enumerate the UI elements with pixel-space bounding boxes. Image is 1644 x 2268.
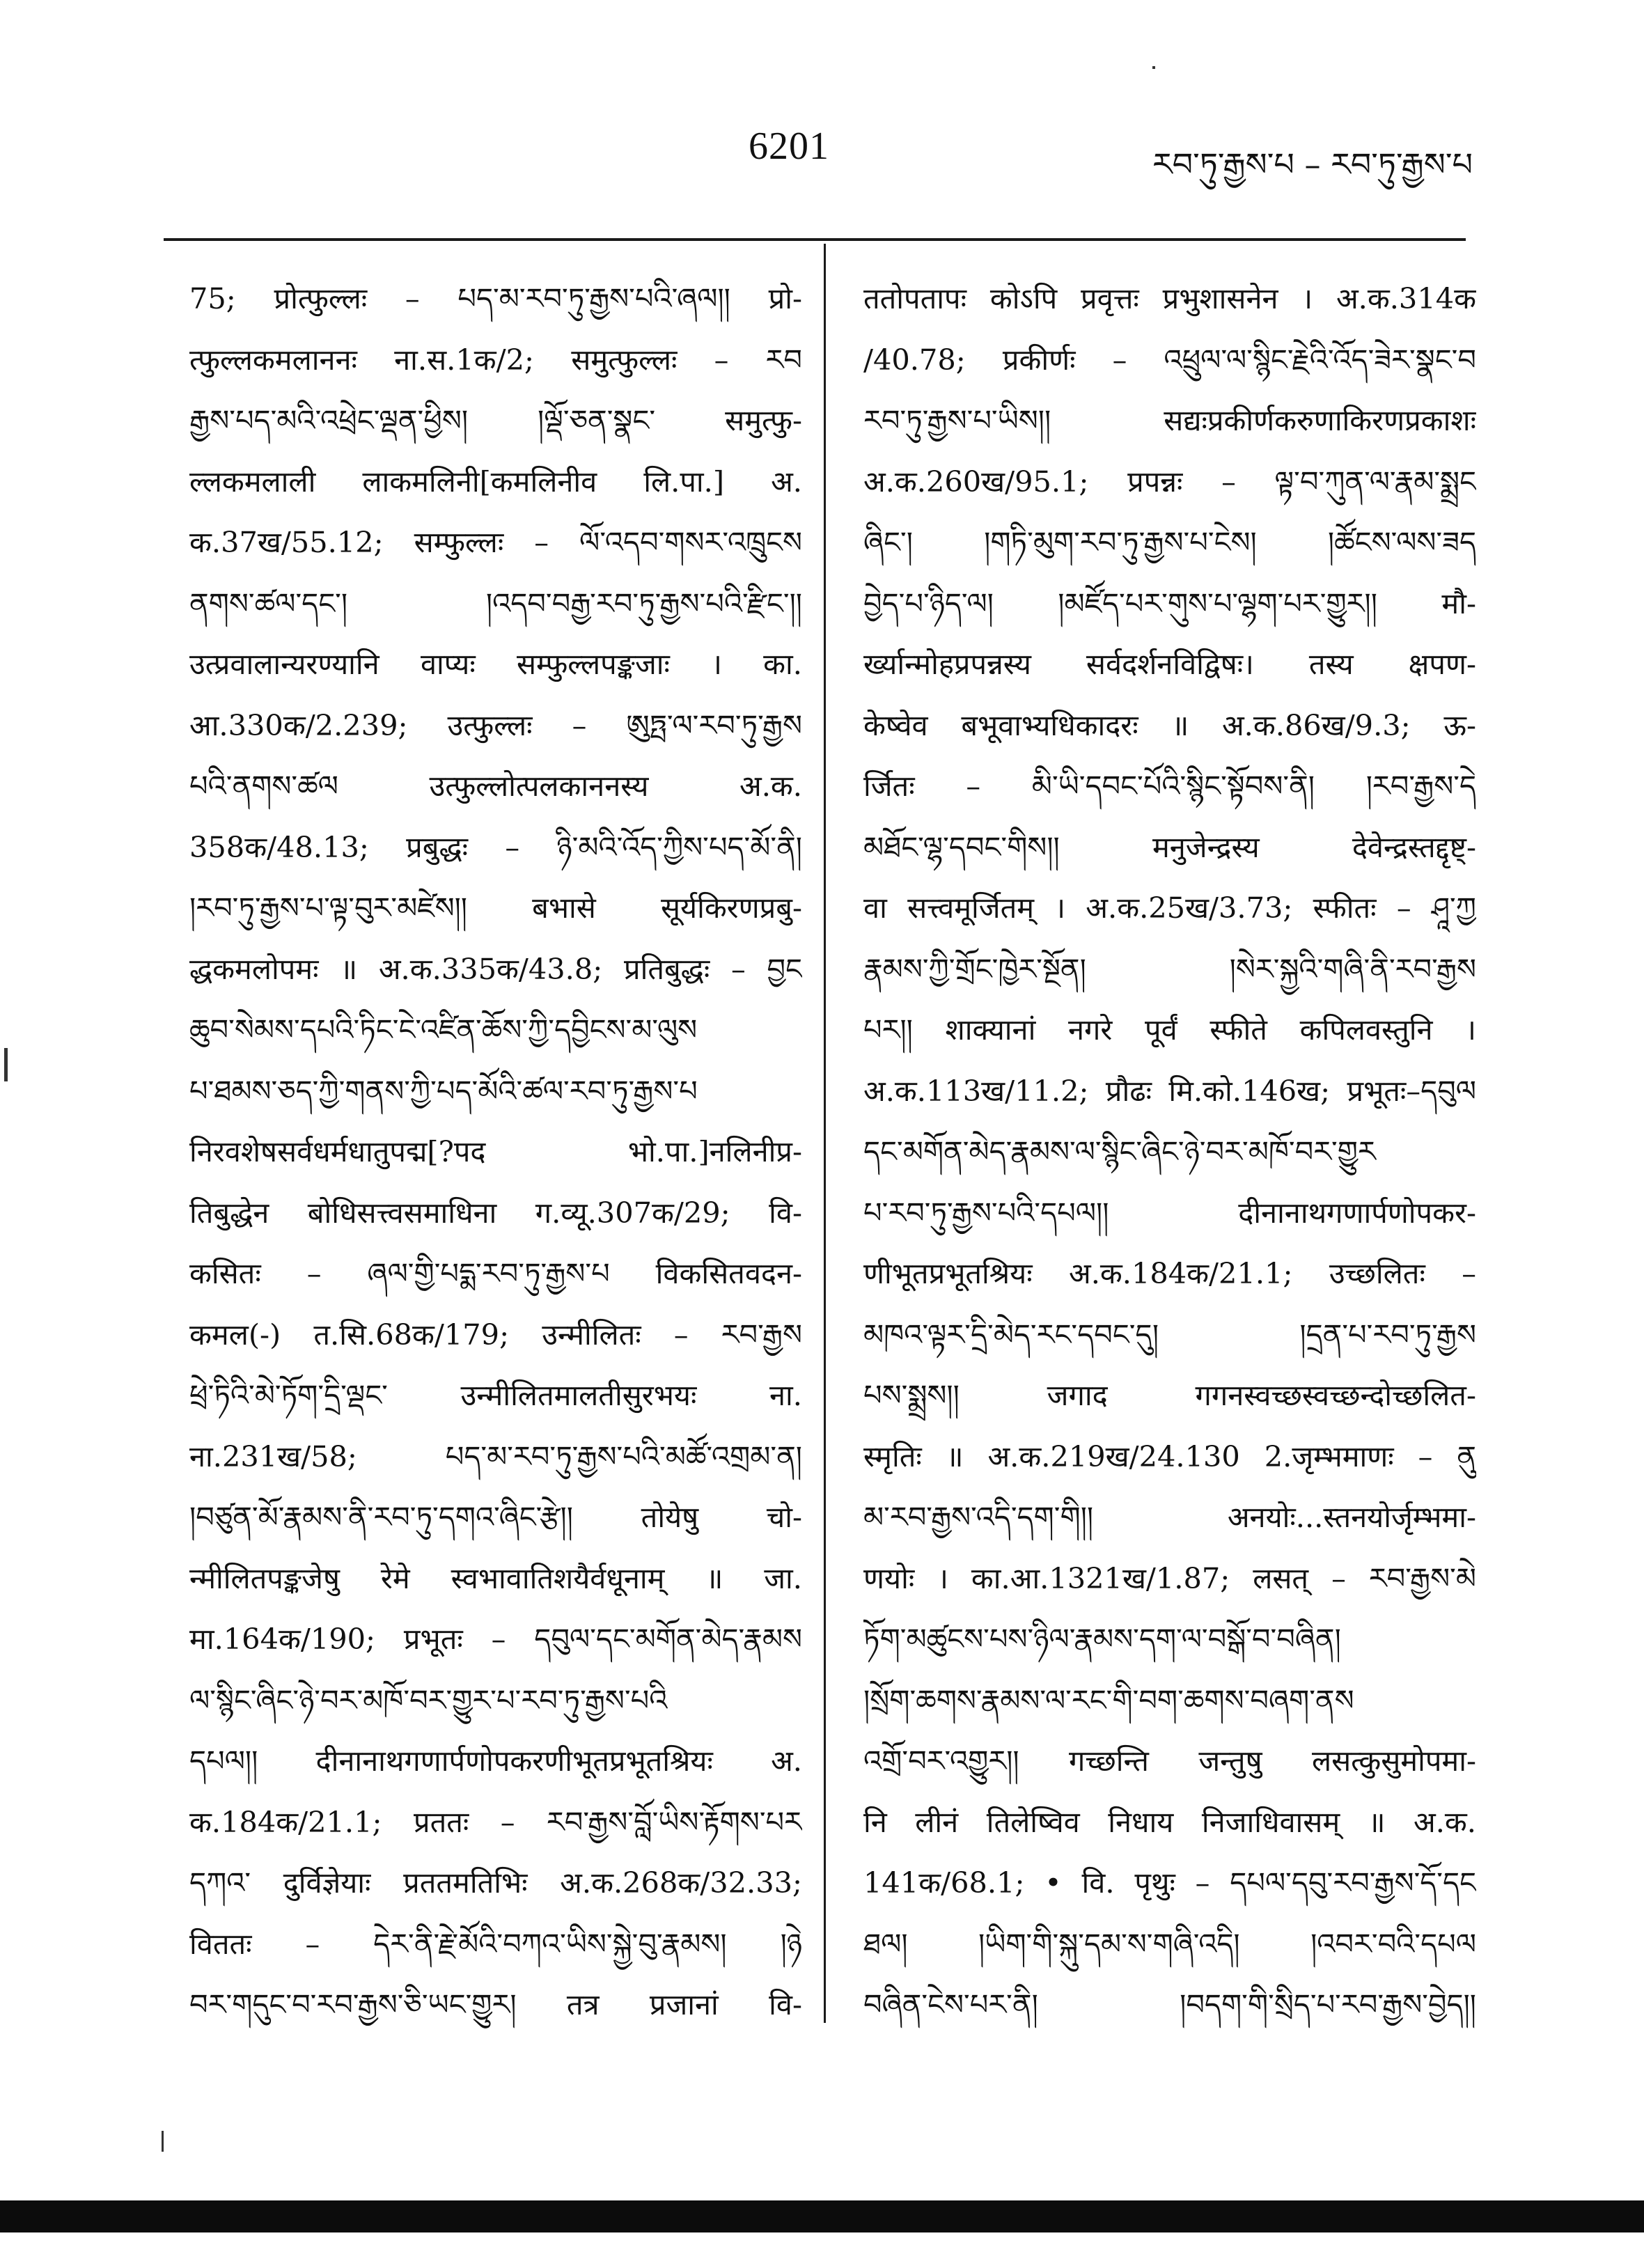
text-line: །བཙུན་མོ་རྣམས་ནི་རབ་ཏུ་དགའ་ཞིང་རྩེ།། तोयेषु चो- [189, 1500, 802, 1534]
text-line: ལ་སྙིང་ཞིང་ཉེ་བར་མཁོ་བར་གྱུར་པ་རབ་ཏུ་རྒྱས་པའི [189, 1682, 668, 1717]
text-line: ल्लकमलाली लाकमलिनी[कमलिनीव लि.पा.] अ. [189, 464, 802, 499]
scan-speck [1152, 66, 1155, 69]
text-line: ཕྲེ་ཏིའི་མེ་ཏོག་དྲི་ལྡང་ उन्मीलितमालतीसुरभयः ना. [189, 1378, 802, 1412]
text-line: अ.क.113ख/11.2; प्रौढः मि.को.146ख; प्रभूतः–དབུལ [863, 1073, 1476, 1108]
text-line: णीभूतप्रभूतश्रियः अ.क.184क/21.1; उच्छलितः – [863, 1256, 1476, 1290]
text-line: རྣམས་ཀྱི་གྲོང་ཁྱེར་སྔོན། །སེར་སྐྱའི་གཞི་ནི་རབ་རྒྱས [863, 951, 1476, 986]
text-line: क.184क/21.1; प्रततः – རབ་རྒྱས་བློ་ཡིས་རྟོགས་པར [189, 1804, 802, 1839]
scan-speck [162, 2131, 164, 2152]
text-line: ཏོག་མཚུངས་པས་ཉིལ་རྣམས་དག་ལ་བསྒོ་བ་བཞིན། [863, 1622, 1341, 1656]
text-line: नि लीनं तिलेष्विव निधाय निजाधिवासम् ॥ अ.क. [863, 1804, 1476, 1839]
text-line: द्धकमलोपमः ॥ अ.क.335क/43.8; प्रतिबुद्धः – བྱང [189, 951, 802, 986]
text-line: आ.330क/2.239; उत्फुल्लः – ཨུཏྤ་ལ་རབ་ཏུ་རྒྱས [189, 707, 802, 742]
text-line: ततोपतापः कोऽपि प्रवृत्तः प्रभुशासनेन । अ.क.314क [863, 281, 1476, 315]
text-line: तिबुद्धेन बोधिसत्त्वसमाधिना ग.व्यू.307क/29; वि- [189, 1195, 802, 1230]
text-line: /40.78; प्रकीर्णः – འཕྲུལ་ལ་སྙིང་རྗེའི་འོད་ཟེར་སྣང་བ [863, 342, 1476, 377]
text-line: न्मीलितपङ्कजेषु रेमे स्वभावातिशयैर्वधूनाम् ॥ जा. [189, 1561, 802, 1595]
text-line: པས་སྨྲས།། जगाद गगनस्वच्छस्वच्छन्दोच्छलित- [863, 1378, 1476, 1412]
text-line: ནགས་ཚལ་དང་། །འདབ་བརྒྱ་རབ་ཏུ་རྒྱས་པའི་རྫིང་།། [189, 586, 802, 620]
text-line: र्ख्यान्मोहप्रपन्नस्य सर्वदर्शनविद्विषः। तस्य क्षपण- [863, 647, 1476, 681]
text-line: कमल(-) त.सि.68क/179; उन्मीलितः – རབ་རྒྱས [189, 1317, 802, 1352]
text-line: त्फुल्लकमलाननः ना.स.1क/2; समुत्फुल्लः – རབ [189, 342, 802, 377]
text-line: དང་མགོན་མེད་རྣམས་ལ་སྙིང་ཞིང་ཉེ་བར་མཁོ་བར་གྱུར [863, 1134, 1376, 1168]
text-line: मा.164क/190; प्रभूतः – དབུལ་དང་མགོན་མེད་རྣམས [189, 1622, 802, 1656]
text-line: 141क/68.1; • वि. पृथुः – དཔལ་དབུ་རབ་རྒྱས་དོ་དང [863, 1866, 1476, 1900]
text-line: མ་རབ་རྒྱས་འདི་དག་གི།། अनयोः...स्तनयोर्जृम्भमा- [863, 1500, 1476, 1534]
text-line: निरवशेषसर्वधर्मधातुपद्म[?पद भो.पा.]नलिनीप्र- [189, 1134, 802, 1168]
text-line: ना.231ख/58; པད་མ་རབ་ཏུ་རྒྱས་པའི་མཚོ་འགྲམ་ན། [189, 1439, 802, 1473]
text-line: བྱེད་པ་ཉིད་ལ། །མཛོད་པར་གུས་པ་ལྷག་པར་གྱུར།། मौ- [863, 586, 1476, 620]
text-line: མཁའ་ལྟར་དྲི་མེད་རང་དབང་དུ། །དྲན་པ་རབ་ཏུ་རྒྱས [863, 1317, 1476, 1352]
text-line: केष्वेव बभूवाभ्यधिकादरः ॥ अ.क.86ख/9.3; ऊ- [863, 707, 1476, 742]
scan-speck [4, 1048, 8, 1081]
page-number: 6201 [749, 125, 829, 168]
text-line: अ.क.260ख/95.1; प्रपन्नः – ལྟ་བ་ཀུན་ལ་རྣམ་སྨྲང [863, 464, 1476, 499]
header-rule [164, 238, 1466, 241]
text-line: བཞིན་ངེས་པར་ནི། །བདག་གི་སྲིད་པ་རབ་རྒྱས་བྱེད།། [863, 1987, 1476, 2021]
text-line: स्मृतिः ॥ अ.क.219ख/24.130 2.जृम्भमाणः – ནུ [863, 1439, 1476, 1473]
text-line: དཀའ་ दुर्विज्ञेयाः प्रततमतिभिः अ.क.268क/32.33; [189, 1866, 802, 1900]
text-line: 358क/48.13; प्रबुद्धः – ཉི་མའི་འོད་ཀྱིས་པད་མོ་ནི། [189, 829, 802, 864]
column-divider [824, 244, 826, 2023]
text-line: कसितः – ཞལ་གྱི་པདྨ་རབ་ཏུ་རྒྱས་པ विकसितवदन- [189, 1256, 802, 1290]
text-line: र्जितः – མི་ཡི་དབང་པོའི་སྙིང་སྟོབས་ནི། །རབ་རྒྱས་དེ [863, 769, 1476, 803]
right-column [863, 268, 1476, 2030]
text-line: 75; प्रोत्फुल्लः – པད་མ་རབ་ཏུ་རྒྱས་པའི་ཞལ།། प्रो- [189, 281, 802, 315]
text-line: णयोः । का.आ.1321ख/1.87; लसत् – རབ་རྒྱས་མེ [863, 1561, 1476, 1595]
text-line: །སྲོག་ཆགས་རྣམས་ལ་རང་གི་བག་ཆགས་བཞག་ནས [863, 1682, 1354, 1717]
text-line: དཔལ།། दीनानाथगणार्पणोपकरणीभूतप्रभूतश्रियः अ. [189, 1744, 802, 1778]
left-column [189, 268, 802, 2030]
text-line: རྒྱས་པད་མའི་འཕྲེང་ལྡན་ཕྱིས། །ལྡོ་ཅན་སྣང་ समुत्फु- [189, 403, 802, 437]
text-line: འགྲོ་བར་འགྱུར།། गच्छन्ति जन्तुषु लसत्कुसुमोपमा- [863, 1744, 1476, 1778]
text-line: བར་གདུང་བ་རབ་རྒྱས་ཅི་ཡང་གྱུར། तत्र प्रजानां वि- [189, 1987, 802, 2021]
text-line: ཞིང་། །གཏི་མུག་རབ་ཏུ་རྒྱས་པ་ངེས། །ཚོངས་ལས་ཟད [863, 525, 1476, 559]
text-line: པའི་ནགས་ཚལ उत्फुल्लोत्पलकाननस्य अ.क. [189, 769, 802, 803]
text-line: उत्प्रवालान्यरण्यानि वाप्यः सम्फुल्लपङ्कजाः । का. [189, 647, 802, 681]
text-line: །རབ་ཏུ་རྒྱས་པ་ལྟ་བུར་མཛེས།། बभासे सूर्यकिरणप्रबु- [189, 891, 802, 925]
text-line: པར།། शाक्यानां नगरे पूर्वं स्फीते कपिलवस्तुनि । [863, 1012, 1476, 1047]
text-line: པ་རབ་ཏུ་རྒྱས་པའི་དཔལ།། दीनानाथगणार्पणोपकर- [863, 1195, 1476, 1230]
text-line: वा सत्त्वमूर्जितम् । अ.क.25ख/3.73; स्फीतः – ཤཱ་ཀྱ [863, 891, 1476, 925]
text-line: རབ་ཏུ་རྒྱས་པ་ཡིས།། सद्यःप्रकीर्णकरुणाकिरणप्रकाशः [863, 403, 1476, 437]
scan-edge-bar [0, 2200, 1644, 2232]
text-line: ཆུབ་སེམས་དཔའི་ཏིང་ངེ་འཛིན་ཆོས་ཀྱི་དབྱིངས་མ་ལུས [189, 1012, 698, 1047]
text-line: པ་ཐམས་ཅད་ཀྱི་གནས་ཀྱི་པད་མོའི་ཚལ་རབ་ཏུ་རྒྱས་པ [189, 1073, 698, 1108]
text-line: विततः – དེར་ནི་རྗེ་མོའི་བཀའ་ཡིས་སྐྱེ་བུ་རྣམས། །ཉེ [189, 1926, 802, 1961]
text-line: ཐལ། །ཡིག་གི་སྐུ་དམ་ས་གཞི་འདི། །འབར་བའི་དཔལ [863, 1926, 1476, 1961]
text-line: क.37ख/55.12; सम्फुल्लः – ལོ་འདབ་གསར་འཁྲུངས [189, 525, 802, 559]
text-line: མཐོང་ལྷ་དབང་གིས།། मनुजेन्द्रस्य देवेन्द्रस्तद्दृष्ट्- [863, 829, 1476, 864]
running-head: རབ་ཏུ་རྒྱས་པ – རབ་ཏུ་རྒྱས་པ [1152, 146, 1473, 183]
